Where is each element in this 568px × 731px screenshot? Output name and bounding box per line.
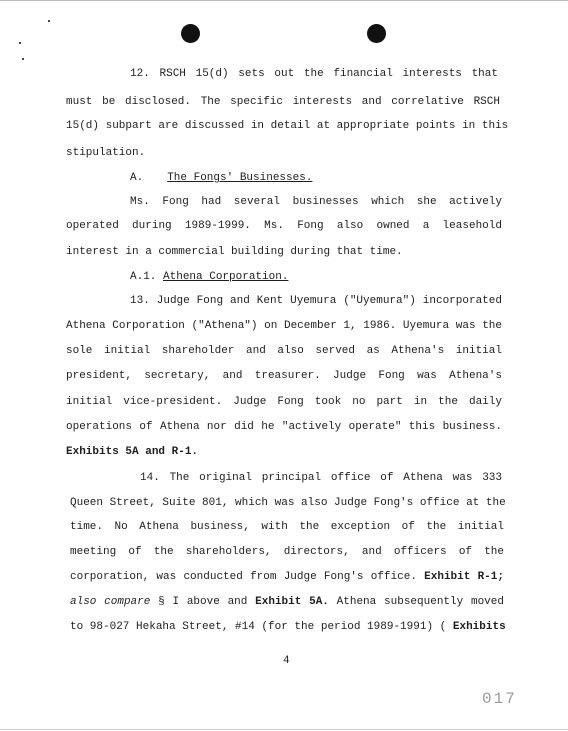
heading-a-title: The Fongs' Businesses.	[167, 172, 313, 184]
para13-exhibits: Exhibits 5A and R-1.	[66, 446, 199, 458]
para13-line2: Athena Corporation ("Athena") on December 1, 1986. Uyemura was the	[66, 320, 502, 332]
para14-line2: Queen Street, Suite 801, which was also Judge Fong's office at the	[70, 497, 506, 509]
heading-a-label: A.	[130, 172, 144, 184]
scan-bottom-edge	[0, 729, 568, 730]
para14-line7-text: to 98-027 Hekaha Street, #14 (for the period 1989-1991) (	[70, 621, 447, 633]
scan-speck	[19, 42, 21, 44]
page-number: 4	[283, 655, 290, 667]
para14-line4: meeting of the shareholders, directors, and officers of the	[70, 546, 504, 558]
heading-a1	[130, 271, 288, 284]
heading-a1-title: Athena Corporation.	[163, 271, 289, 283]
para14-line7	[70, 621, 504, 634]
para13-line6: operations of Athena nor did he "actively operate" this business.	[66, 421, 502, 433]
para12-line2: must be disclosed. The specific interests and correlative RSCH	[66, 96, 500, 108]
exhibit-5a-ref: Exhibit 5A.	[255, 596, 329, 608]
businesses-line2: operated during 1989-1999. Ms. Fong also owned a leasehold	[66, 220, 502, 232]
also-compare-text: also compare	[70, 596, 151, 608]
para14-line5-text: corporation, was conducted from Judge Fong's office.	[70, 571, 417, 583]
exhibits-ref: Exhibits	[452, 621, 506, 633]
para12-line1: 12. RSCH 15(d) sets out the financial interests that	[130, 68, 498, 80]
scan-speck	[22, 58, 24, 60]
para13-line5: initial vice-president. Judge Fong took no part in the daily	[66, 396, 502, 408]
para12-line3: 15(d) subpart are discussed in detail at appropriate points in this	[66, 120, 509, 132]
scan-speck	[48, 20, 50, 22]
para13-line1: 13. Judge Fong and Kent Uyemura ("Uyemura") incorporated	[130, 295, 502, 307]
para12-line4: stipulation.	[66, 147, 146, 159]
para13-line3: sole initial shareholder and also served as Athena's initial	[66, 345, 502, 357]
punch-hole-right	[367, 24, 386, 43]
businesses-line1: Ms. Fong had several businesses which she actively	[130, 196, 502, 208]
para14-line6-mid: § I above and	[158, 596, 248, 608]
para13-line4: president, secretary, and treasurer. Judge Fong was Athena's	[66, 370, 502, 382]
para14-line6-end: Athena subsequently moved	[336, 596, 504, 608]
punch-hole-left	[181, 24, 200, 43]
para14-line6	[70, 596, 504, 609]
scan-top-edge	[0, 0, 568, 1]
para14-line1: 14. The original principal office of Athena was 333	[140, 472, 502, 484]
para14-line5	[70, 571, 504, 584]
heading-a	[130, 172, 312, 185]
heading-a1-label: A.1.	[130, 271, 157, 283]
para14-line3: time. No Athena business, with the exception of the initial	[70, 521, 504, 533]
businesses-line3: interest in a commercial building during that time.	[66, 246, 403, 258]
exhibit-r1-ref: Exhibit R-1;	[424, 571, 504, 583]
bates-stamp: 017	[482, 690, 517, 708]
